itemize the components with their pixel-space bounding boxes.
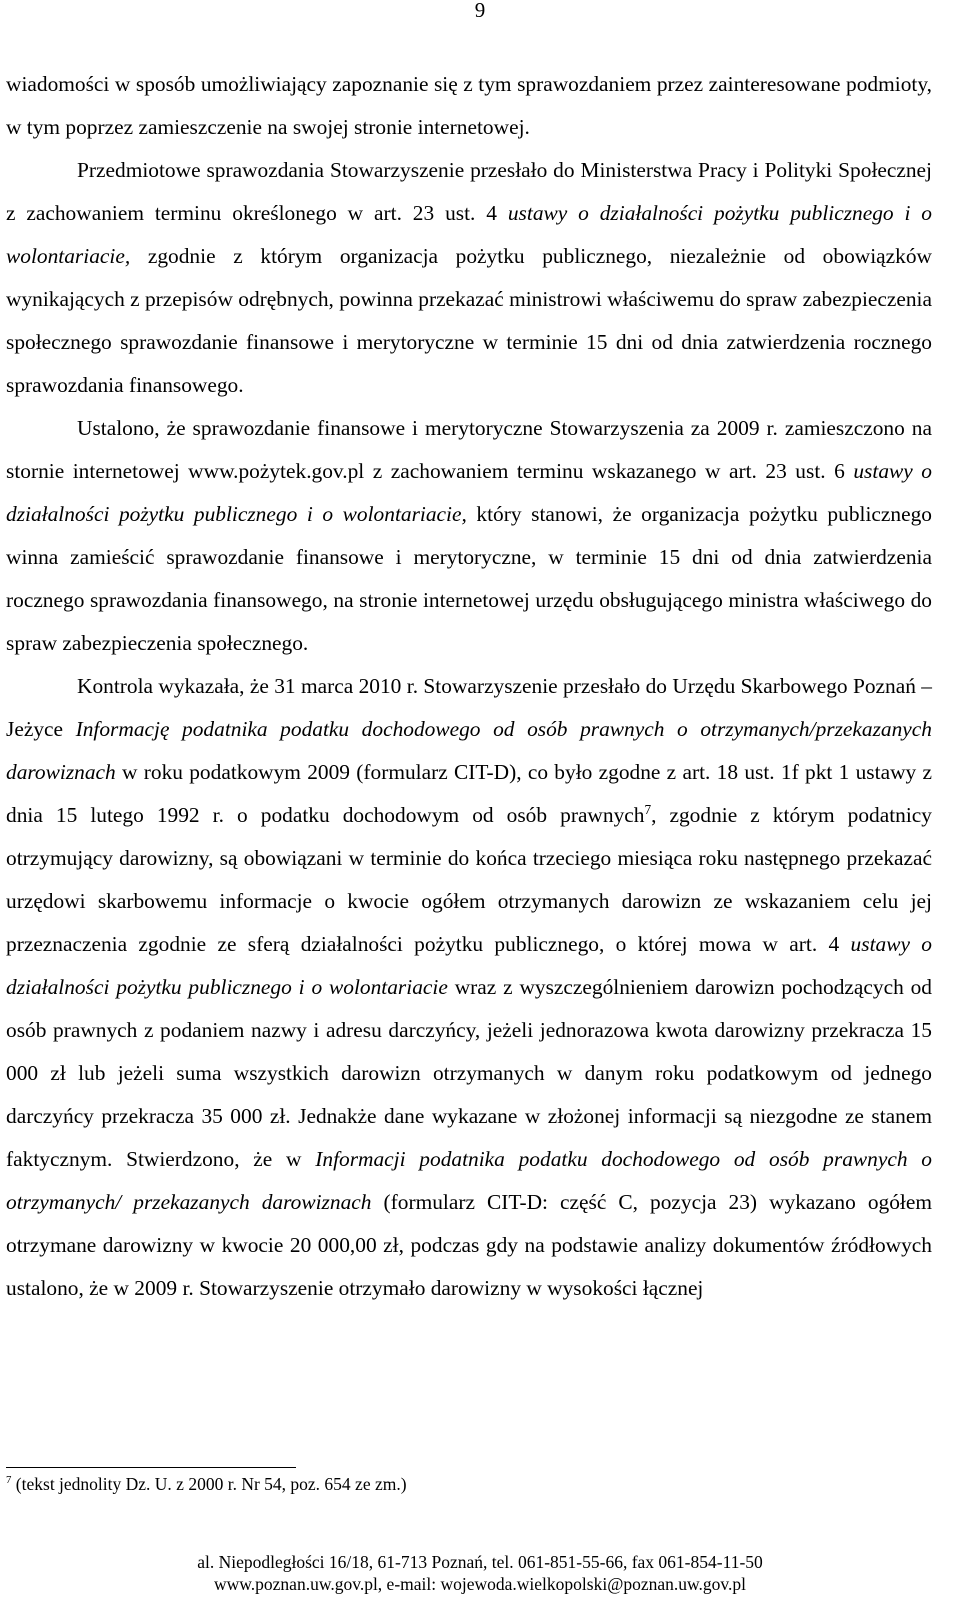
text-segment: Ustalono, że sprawozdanie finansowe i merytoryczne Stowarzyszenia za 2009 r. zamieszczono na stornie internetowej www.pożytek.gov.pl z zachowaniem terminu wskazanego w art. 23 ust. 6	[6, 416, 932, 483]
italic-citation: ustawy o działalności pożytku publicznego i o wolontariacie	[6, 932, 932, 999]
text-segment: który stanowi, że organizacja pożytku publicznego winna zamieścić sprawozdanie finansowe i merytoryczne, w terminie 15 dni od dnia zatwierdzenia rocznego sprawozdania finansowego, na stronie internetowej urzędu obsługującego ministra właściwego do spraw zabezpieczenia społecznego.	[6, 502, 932, 655]
text-segment: Kontrola wykazała, że 31 marca 2010 r. Stowarzyszenie przesłało do Urzędu Skarbowego Poznań – Jeżyce	[6, 674, 932, 741]
footnote-divider	[6, 1467, 296, 1468]
italic-citation: Informacji podatnika podatku dochodowego od osób prawnych o otrzymanych/ przekazanych darowiznach	[6, 1147, 932, 1214]
body-text	[6, 63, 932, 1310]
text-segment: , zgodnie z którym podatnicy otrzymujący darowizny, są obowiązani w terminie do końca trzeciego miesiąca roku następnego przekazać urzędowi skarbowemu informacje o kwocie ogółem otrzymanych darowizn ze wskazaniem celu jej przeznaczenia zgodnie ze sferą działalności pożytku publicznego, o której mowa w art. 4	[6, 803, 932, 956]
text-segment: wraz z wyszczególnieniem darowizn pochodzących od osób prawnych z podaniem nazwy i adresu darczyńcy, jeżeli jednorazowa kwota darowizny przekracza 15 000 zł lub jeżeli suma wszystkich darowizn otrzymanych w danym roku podatkowym od jednego darczyńcy przekracza 35 000 zł. Jednakże dane wykazane w złożonej informacji są niezgodne ze stanem faktycznym. Stwierdzono, że w	[6, 975, 933, 1171]
footnote-7	[6, 1474, 926, 1494]
footnote-reference: 7	[644, 801, 652, 817]
text-segment: zgodnie z którym organizacja pożytku publicznego, niezależnie od obowiązków wynikających z przepisów odrębnych, powinna przekazać ministrowi właściwemu do spraw zabezpieczenia społecznego sprawozdanie finansowe i merytoryczne w terminie 15 dni od dnia zatwierdzenia rocznego sprawozdania finansowego.	[6, 244, 932, 397]
text-segment: w roku podatkowym 2009 (formularz CIT-D), co było zgodne z art. 18 ust. 1f pkt 1 ustawy z dnia 15 lutego 1992 r. o podatku dochodowym od osób prawnych	[6, 760, 932, 827]
text-segment: (formularz CIT-D: część C, pozycja 23) wykazano ogółem otrzymane darowizny w kwocie 20 000,00 zł, podczas gdy na podstawie analizy dokumentów źródłowych ustalono, że w 2009 r. Stowarzyszenie otrzymało darowizny w wysokości łącznej	[6, 1190, 932, 1300]
footnote-marker: 7	[6, 1474, 12, 1487]
page-number: 9	[474, 0, 486, 22]
paragraph	[6, 665, 932, 1310]
text-segment: Przedmiotowe sprawozdania Stowarzyszenie przesłało do Ministerstwa Pracy i Polityki Społecznej z zachowaniem terminu określonego w art. 23 ust. 4	[6, 158, 932, 225]
paragraph	[6, 149, 932, 407]
footer-contact: www.poznan.uw.gov.pl, e-mail: wojewoda.wielkopolski@poznan.uw.gov.pl	[214, 1574, 746, 1594]
italic-citation: Informację podatnika podatku dochodowego od osób prawnych o otrzymanych/przekazanych darowiznach	[6, 717, 932, 784]
footnote-text: (tekst jednolity Dz. U. z 2000 r. Nr 54, poz. 654 ze zm.)	[11, 1474, 407, 1494]
footer-address: al. Niepodległości 16/18, 61-713 Poznań, tel. 061-851-55-66, fax 061-854-11-50	[197, 1552, 763, 1572]
paragraph	[6, 407, 932, 665]
italic-citation: ustawy o działalności pożytku publicznego i o wolontariacie,	[6, 201, 933, 268]
italic-citation: ustawy o działalności pożytku publicznego i o wolontariacie,	[6, 459, 932, 526]
paragraph	[6, 63, 932, 149]
text-segment: wiadomości w sposób umożliwiający zapoznanie się z tym sprawozdaniem przez zainteresowane podmioty, w tym poprzez zamieszczenie na swojej stronie internetowej.	[6, 72, 932, 139]
